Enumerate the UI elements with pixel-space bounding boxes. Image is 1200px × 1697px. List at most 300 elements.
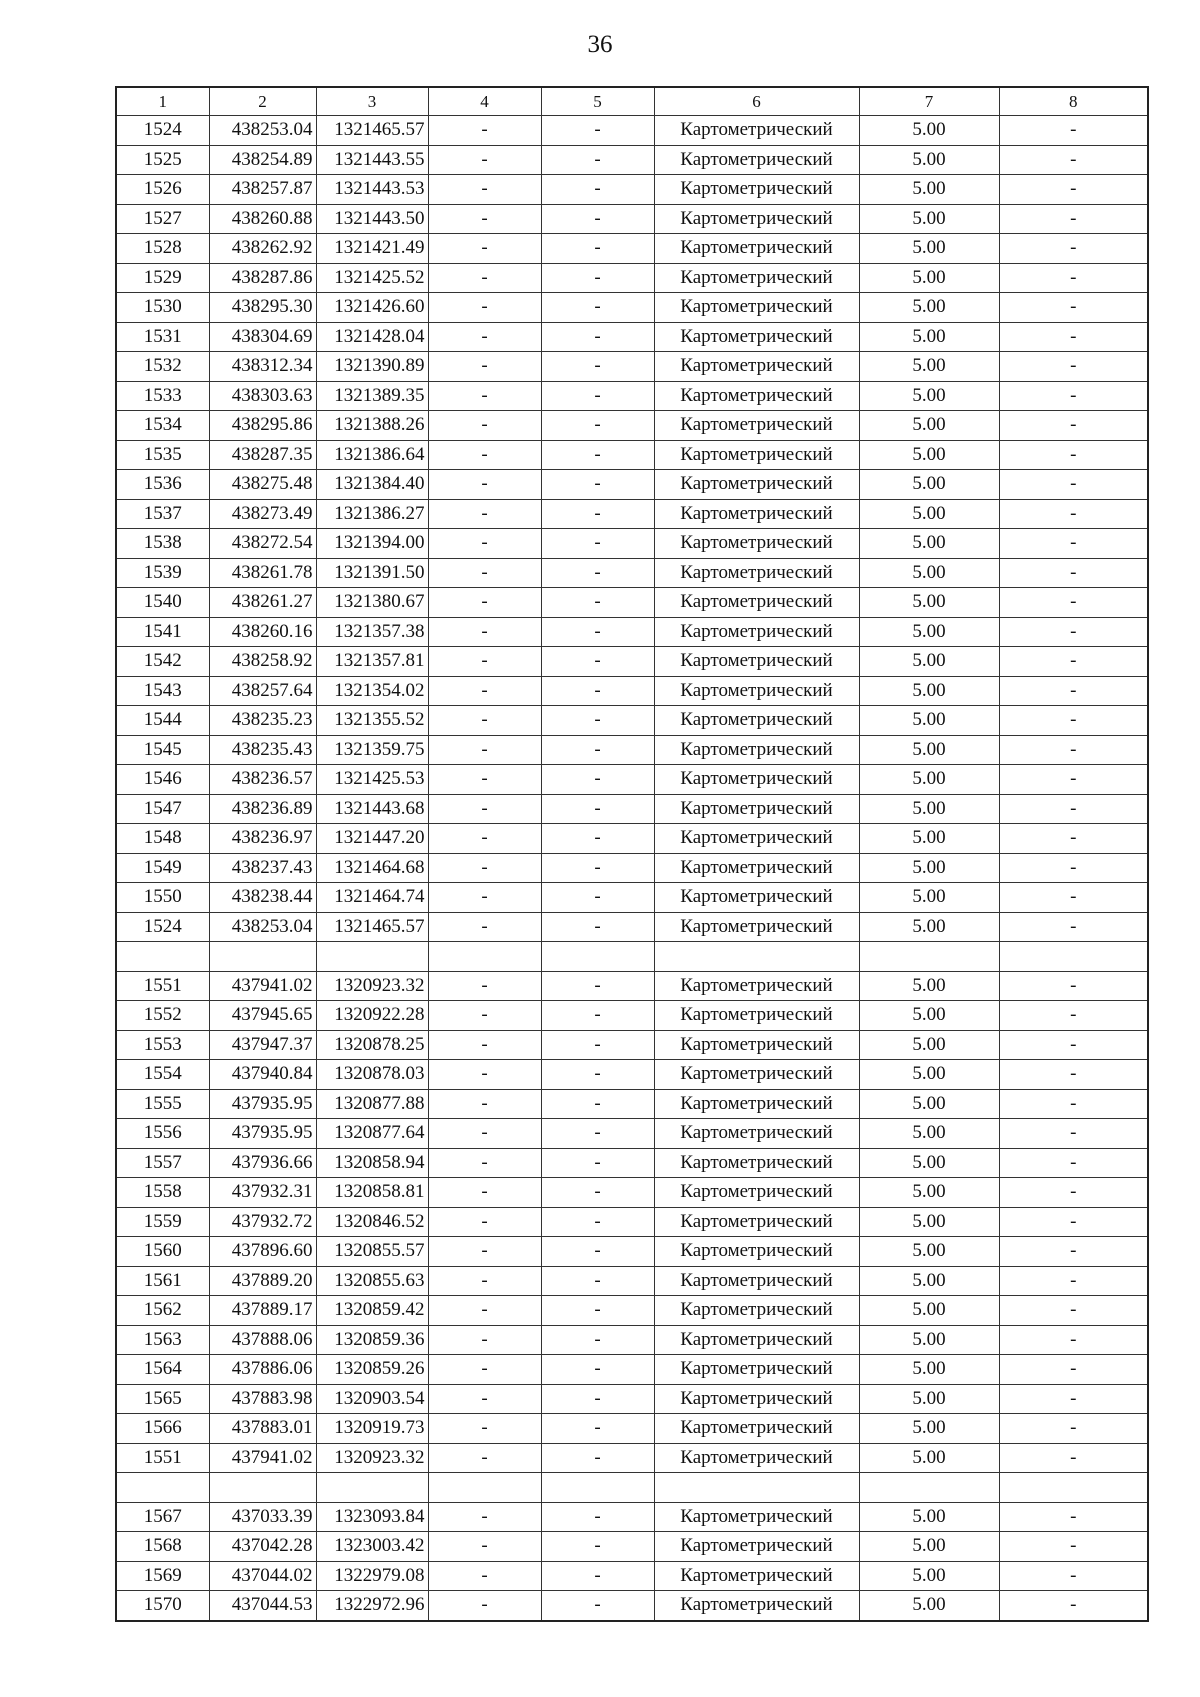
table-row	[116, 1237, 1148, 1267]
method-cell: Картометрический	[654, 1325, 859, 1355]
table-row	[116, 234, 1148, 264]
col4-cell: -	[428, 234, 541, 264]
table-body	[116, 87, 1148, 1621]
table-row	[116, 1178, 1148, 1208]
point-number-cell: 1559	[116, 1207, 209, 1237]
col5-cell: -	[541, 381, 654, 411]
table-row	[116, 1207, 1148, 1237]
point-number-cell: 1539	[116, 558, 209, 588]
y-coordinate-cell: 1321421.49	[316, 234, 428, 264]
method-cell: Картометрический	[654, 588, 859, 618]
col4-cell: -	[428, 735, 541, 765]
col5-cell: -	[541, 263, 654, 293]
table-row	[116, 617, 1148, 647]
accuracy-cell: 5.00	[859, 765, 999, 795]
point-number-cell: 1550	[116, 883, 209, 913]
col5-cell: -	[541, 1237, 654, 1267]
col5-cell: -	[541, 204, 654, 234]
method-cell: Картометрический	[654, 1591, 859, 1621]
header-cell: 5	[541, 87, 654, 116]
accuracy-cell: 5.00	[859, 1178, 999, 1208]
accuracy-cell: 5.00	[859, 617, 999, 647]
y-coordinate-cell: 1322972.96	[316, 1591, 428, 1621]
point-number-cell: 1554	[116, 1060, 209, 1090]
y-coordinate-cell: 1320858.81	[316, 1178, 428, 1208]
table-row	[116, 765, 1148, 795]
accuracy-cell: 5.00	[859, 263, 999, 293]
x-coordinate-cell: 437941.02	[209, 971, 316, 1001]
table-header-row	[116, 87, 1148, 116]
col5-cell: -	[541, 588, 654, 618]
header-cell: 2	[209, 87, 316, 116]
table-row	[116, 263, 1148, 293]
y-coordinate-cell: 1321391.50	[316, 558, 428, 588]
method-cell: Картометрический	[654, 676, 859, 706]
method-cell: Картометрический	[654, 883, 859, 913]
y-coordinate-cell	[316, 942, 428, 972]
col4-cell: -	[428, 676, 541, 706]
col8-cell: -	[999, 1030, 1148, 1060]
table-row	[116, 1296, 1148, 1326]
col5-cell: -	[541, 558, 654, 588]
col8-cell: -	[999, 322, 1148, 352]
y-coordinate-cell: 1321394.00	[316, 529, 428, 559]
y-coordinate-cell: 1321443.55	[316, 145, 428, 175]
col5-cell: -	[541, 1355, 654, 1385]
col5-cell: -	[541, 1414, 654, 1444]
table-row	[116, 1591, 1148, 1621]
point-number-cell: 1545	[116, 735, 209, 765]
table-row	[116, 116, 1148, 146]
col4-cell: -	[428, 352, 541, 382]
col5-cell: -	[541, 1148, 654, 1178]
col5-cell: -	[541, 234, 654, 264]
method-cell: Картометрический	[654, 1384, 859, 1414]
method-cell: Картометрический	[654, 293, 859, 323]
point-number-cell: 1568	[116, 1532, 209, 1562]
y-coordinate-cell: 1320903.54	[316, 1384, 428, 1414]
x-coordinate-cell: 437932.31	[209, 1178, 316, 1208]
method-cell	[654, 1473, 859, 1503]
col5-cell: -	[541, 794, 654, 824]
method-cell: Картометрический	[654, 411, 859, 441]
x-coordinate-cell: 438304.69	[209, 322, 316, 352]
table-row	[116, 1089, 1148, 1119]
method-cell: Картометрический	[654, 322, 859, 352]
col8-cell: -	[999, 794, 1148, 824]
page-number: 36	[587, 31, 613, 58]
table-row	[116, 204, 1148, 234]
method-cell: Картометрический	[654, 1414, 859, 1444]
x-coordinate-cell: 438257.64	[209, 676, 316, 706]
accuracy-cell: 5.00	[859, 1532, 999, 1562]
point-number-cell: 1542	[116, 647, 209, 677]
point-number-cell: 1535	[116, 440, 209, 470]
method-cell: Картометрический	[654, 1148, 859, 1178]
header-cell: 8	[999, 87, 1148, 116]
accuracy-cell: 5.00	[859, 145, 999, 175]
x-coordinate-cell: 438295.86	[209, 411, 316, 441]
col5-cell: -	[541, 293, 654, 323]
point-number-cell: 1528	[116, 234, 209, 264]
col8-cell: -	[999, 175, 1148, 205]
accuracy-cell: 5.00	[859, 706, 999, 736]
col4-cell: -	[428, 1443, 541, 1473]
col5-cell	[541, 942, 654, 972]
point-number-cell: 1526	[116, 175, 209, 205]
x-coordinate-cell: 437941.02	[209, 1443, 316, 1473]
col8-cell: -	[999, 499, 1148, 529]
accuracy-cell	[859, 942, 999, 972]
col4-cell: -	[428, 411, 541, 441]
col4-cell: -	[428, 1532, 541, 1562]
point-number-cell: 1562	[116, 1296, 209, 1326]
col8-cell: -	[999, 912, 1148, 942]
col4-cell: -	[428, 145, 541, 175]
col5-cell: -	[541, 1001, 654, 1031]
col5-cell: -	[541, 529, 654, 559]
method-cell: Картометрический	[654, 470, 859, 500]
x-coordinate-cell: 437042.28	[209, 1532, 316, 1562]
method-cell: Картометрический	[654, 1443, 859, 1473]
col4-cell: -	[428, 1237, 541, 1267]
col5-cell: -	[541, 470, 654, 500]
x-coordinate-cell: 437935.95	[209, 1119, 316, 1149]
y-coordinate-cell: 1321384.40	[316, 470, 428, 500]
col4-cell: -	[428, 1591, 541, 1621]
col8-cell: -	[999, 263, 1148, 293]
accuracy-cell: 5.00	[859, 499, 999, 529]
method-cell: Картометрический	[654, 1060, 859, 1090]
accuracy-cell: 5.00	[859, 1119, 999, 1149]
x-coordinate-cell	[209, 942, 316, 972]
y-coordinate-cell: 1321465.57	[316, 116, 428, 146]
col8-cell: -	[999, 1266, 1148, 1296]
y-coordinate-cell: 1321425.53	[316, 765, 428, 795]
col4-cell	[428, 942, 541, 972]
table-row	[116, 558, 1148, 588]
table-row	[116, 411, 1148, 441]
col8-cell: -	[999, 1325, 1148, 1355]
accuracy-cell: 5.00	[859, 1502, 999, 1532]
col5-cell: -	[541, 735, 654, 765]
col8-cell: -	[999, 204, 1148, 234]
accuracy-cell: 5.00	[859, 529, 999, 559]
col4-cell: -	[428, 1355, 541, 1385]
table-row	[116, 853, 1148, 883]
method-cell: Картометрический	[654, 853, 859, 883]
accuracy-cell: 5.00	[859, 1443, 999, 1473]
col4-cell: -	[428, 971, 541, 1001]
x-coordinate-cell: 437888.06	[209, 1325, 316, 1355]
y-coordinate-cell: 1322979.08	[316, 1561, 428, 1591]
col4-cell: -	[428, 440, 541, 470]
accuracy-cell: 5.00	[859, 204, 999, 234]
col4-cell: -	[428, 1561, 541, 1591]
col4-cell: -	[428, 293, 541, 323]
table-row	[116, 293, 1148, 323]
x-coordinate-cell: 437033.39	[209, 1502, 316, 1532]
point-number-cell: 1547	[116, 794, 209, 824]
col5-cell: -	[541, 1532, 654, 1562]
x-coordinate-cell: 437889.20	[209, 1266, 316, 1296]
table-row	[116, 971, 1148, 1001]
point-number-cell	[116, 942, 209, 972]
col4-cell: -	[428, 1001, 541, 1031]
method-cell: Картометрический	[654, 912, 859, 942]
col8-cell: -	[999, 1178, 1148, 1208]
col4-cell: -	[428, 912, 541, 942]
col8-cell: -	[999, 234, 1148, 264]
x-coordinate-cell: 437935.95	[209, 1089, 316, 1119]
col8-cell: -	[999, 411, 1148, 441]
col8-cell: -	[999, 647, 1148, 677]
y-coordinate-cell: 1320855.63	[316, 1266, 428, 1296]
x-coordinate-cell: 438253.04	[209, 116, 316, 146]
point-number-cell: 1543	[116, 676, 209, 706]
table-row	[116, 1473, 1148, 1503]
col4-cell: -	[428, 529, 541, 559]
accuracy-cell: 5.00	[859, 1355, 999, 1385]
accuracy-cell: 5.00	[859, 735, 999, 765]
col5-cell: -	[541, 912, 654, 942]
col5-cell: -	[541, 1502, 654, 1532]
x-coordinate-cell: 437932.72	[209, 1207, 316, 1237]
y-coordinate-cell: 1321357.81	[316, 647, 428, 677]
col8-cell	[999, 942, 1148, 972]
col8-cell: -	[999, 1119, 1148, 1149]
header-cell: 4	[428, 87, 541, 116]
col5-cell: -	[541, 145, 654, 175]
method-cell: Картометрический	[654, 971, 859, 1001]
col8-cell: -	[999, 352, 1148, 382]
col4-cell: -	[428, 499, 541, 529]
point-number-cell: 1566	[116, 1414, 209, 1444]
method-cell: Картометрический	[654, 617, 859, 647]
col4-cell: -	[428, 588, 541, 618]
point-number-cell: 1524	[116, 116, 209, 146]
method-cell: Картометрический	[654, 440, 859, 470]
point-number-cell: 1555	[116, 1089, 209, 1119]
table-row	[116, 1060, 1148, 1090]
method-cell: Картометрический	[654, 1561, 859, 1591]
accuracy-cell: 5.00	[859, 1060, 999, 1090]
col5-cell: -	[541, 1266, 654, 1296]
col8-cell: -	[999, 971, 1148, 1001]
col8-cell: -	[999, 440, 1148, 470]
y-coordinate-cell: 1320878.25	[316, 1030, 428, 1060]
y-coordinate-cell: 1321355.52	[316, 706, 428, 736]
y-coordinate-cell	[316, 1473, 428, 1503]
accuracy-cell: 5.00	[859, 824, 999, 854]
y-coordinate-cell: 1321425.52	[316, 263, 428, 293]
col8-cell: -	[999, 1532, 1148, 1562]
point-number-cell: 1569	[116, 1561, 209, 1591]
col4-cell: -	[428, 1296, 541, 1326]
col8-cell: -	[999, 824, 1148, 854]
y-coordinate-cell: 1320855.57	[316, 1237, 428, 1267]
table-row	[116, 647, 1148, 677]
col4-cell: -	[428, 706, 541, 736]
col5-cell: -	[541, 322, 654, 352]
table-row	[116, 322, 1148, 352]
point-number-cell	[116, 1473, 209, 1503]
y-coordinate-cell: 1320859.26	[316, 1355, 428, 1385]
method-cell: Картометрический	[654, 1266, 859, 1296]
accuracy-cell: 5.00	[859, 676, 999, 706]
col4-cell: -	[428, 558, 541, 588]
method-cell: Картометрический	[654, 765, 859, 795]
accuracy-cell: 5.00	[859, 1325, 999, 1355]
accuracy-cell: 5.00	[859, 1591, 999, 1621]
point-number-cell: 1567	[116, 1502, 209, 1532]
col8-cell: -	[999, 1148, 1148, 1178]
col4-cell: -	[428, 824, 541, 854]
col8-cell: -	[999, 617, 1148, 647]
y-coordinate-cell: 1321447.20	[316, 824, 428, 854]
x-coordinate-cell: 438257.87	[209, 175, 316, 205]
col5-cell: -	[541, 1443, 654, 1473]
accuracy-cell: 5.00	[859, 1237, 999, 1267]
accuracy-cell: 5.00	[859, 470, 999, 500]
col8-cell: -	[999, 1443, 1148, 1473]
col8-cell: -	[999, 1089, 1148, 1119]
point-number-cell: 1546	[116, 765, 209, 795]
point-number-cell: 1540	[116, 588, 209, 618]
accuracy-cell: 5.00	[859, 1148, 999, 1178]
table-row	[116, 794, 1148, 824]
header-cell: 7	[859, 87, 999, 116]
point-number-cell: 1536	[116, 470, 209, 500]
y-coordinate-cell: 1321386.64	[316, 440, 428, 470]
x-coordinate-cell: 438312.34	[209, 352, 316, 382]
y-coordinate-cell: 1320878.03	[316, 1060, 428, 1090]
y-coordinate-cell: 1321443.50	[316, 204, 428, 234]
method-cell: Картометрический	[654, 1532, 859, 1562]
col4-cell: -	[428, 116, 541, 146]
method-cell: Картометрический	[654, 1207, 859, 1237]
x-coordinate-cell	[209, 1473, 316, 1503]
accuracy-cell: 5.00	[859, 853, 999, 883]
accuracy-cell: 5.00	[859, 1266, 999, 1296]
x-coordinate-cell: 438287.86	[209, 263, 316, 293]
y-coordinate-cell: 1320859.36	[316, 1325, 428, 1355]
col8-cell: -	[999, 1207, 1148, 1237]
table-row	[116, 1148, 1148, 1178]
method-cell: Картометрический	[654, 706, 859, 736]
point-number-cell: 1558	[116, 1178, 209, 1208]
accuracy-cell: 5.00	[859, 322, 999, 352]
col5-cell: -	[541, 1178, 654, 1208]
coordinates-table	[115, 86, 1149, 1622]
table-row	[116, 942, 1148, 972]
col8-cell: -	[999, 1355, 1148, 1385]
col8-cell: -	[999, 116, 1148, 146]
accuracy-cell	[859, 1473, 999, 1503]
col5-cell: -	[541, 1384, 654, 1414]
col4-cell: -	[428, 1207, 541, 1237]
col8-cell: -	[999, 529, 1148, 559]
col8-cell: -	[999, 706, 1148, 736]
header-cell: 1	[116, 87, 209, 116]
col8-cell: -	[999, 1296, 1148, 1326]
point-number-cell: 1570	[116, 1591, 209, 1621]
col8-cell: -	[999, 1060, 1148, 1090]
x-coordinate-cell: 437889.17	[209, 1296, 316, 1326]
accuracy-cell: 5.00	[859, 411, 999, 441]
col5-cell: -	[541, 617, 654, 647]
y-coordinate-cell: 1323093.84	[316, 1502, 428, 1532]
col5-cell: -	[541, 1296, 654, 1326]
method-cell: Картометрический	[654, 824, 859, 854]
accuracy-cell: 5.00	[859, 1414, 999, 1444]
accuracy-cell: 5.00	[859, 1207, 999, 1237]
x-coordinate-cell: 438287.35	[209, 440, 316, 470]
table-row	[116, 381, 1148, 411]
point-number-cell: 1532	[116, 352, 209, 382]
y-coordinate-cell: 1320858.94	[316, 1148, 428, 1178]
method-cell: Картометрический	[654, 1237, 859, 1267]
table-row	[116, 175, 1148, 205]
x-coordinate-cell: 437044.53	[209, 1591, 316, 1621]
accuracy-cell: 5.00	[859, 1001, 999, 1031]
col8-cell: -	[999, 1237, 1148, 1267]
y-coordinate-cell: 1320922.28	[316, 1001, 428, 1031]
x-coordinate-cell: 438262.92	[209, 234, 316, 264]
y-coordinate-cell: 1320923.32	[316, 971, 428, 1001]
y-coordinate-cell: 1321390.89	[316, 352, 428, 382]
col8-cell: -	[999, 676, 1148, 706]
y-coordinate-cell: 1321465.57	[316, 912, 428, 942]
y-coordinate-cell: 1321426.60	[316, 293, 428, 323]
x-coordinate-cell: 437883.01	[209, 1414, 316, 1444]
col4-cell: -	[428, 1414, 541, 1444]
accuracy-cell: 5.00	[859, 883, 999, 913]
accuracy-cell: 5.00	[859, 116, 999, 146]
col5-cell: -	[541, 971, 654, 1001]
method-cell: Картометрический	[654, 263, 859, 293]
col5-cell: -	[541, 1207, 654, 1237]
point-number-cell: 1552	[116, 1001, 209, 1031]
point-number-cell: 1560	[116, 1237, 209, 1267]
col5-cell: -	[541, 824, 654, 854]
y-coordinate-cell: 1321389.35	[316, 381, 428, 411]
y-coordinate-cell: 1321388.26	[316, 411, 428, 441]
header-cell: 6	[654, 87, 859, 116]
col5-cell: -	[541, 1119, 654, 1149]
col8-cell: -	[999, 145, 1148, 175]
method-cell: Картометрический	[654, 1355, 859, 1385]
y-coordinate-cell: 1320846.52	[316, 1207, 428, 1237]
method-cell: Картометрический	[654, 204, 859, 234]
y-coordinate-cell: 1321386.27	[316, 499, 428, 529]
col5-cell: -	[541, 411, 654, 441]
method-cell: Картометрический	[654, 794, 859, 824]
col5-cell	[541, 1473, 654, 1503]
x-coordinate-cell: 437883.98	[209, 1384, 316, 1414]
accuracy-cell: 5.00	[859, 647, 999, 677]
point-number-cell: 1564	[116, 1355, 209, 1385]
table-row	[116, 1443, 1148, 1473]
method-cell: Картометрический	[654, 529, 859, 559]
table-row	[116, 1502, 1148, 1532]
y-coordinate-cell: 1320859.42	[316, 1296, 428, 1326]
col4-cell	[428, 1473, 541, 1503]
accuracy-cell: 5.00	[859, 234, 999, 264]
x-coordinate-cell: 438238.44	[209, 883, 316, 913]
table-row	[116, 529, 1148, 559]
table-row	[116, 1001, 1148, 1031]
